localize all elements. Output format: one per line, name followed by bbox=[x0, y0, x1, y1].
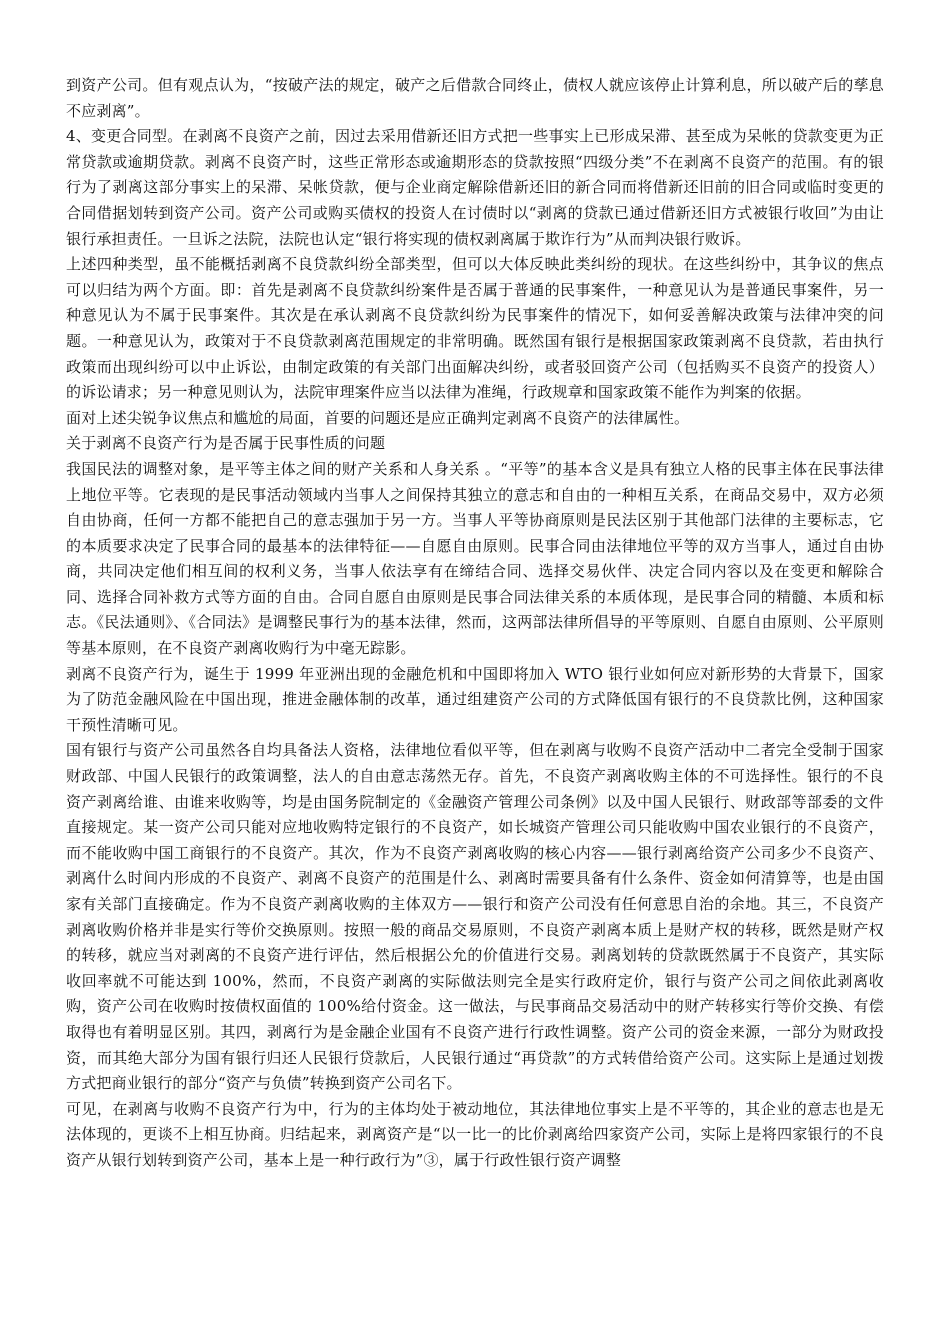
paragraph: 到资产公司。但有观点认为，“按破产法的规定，破产之后借款合同终止，债权人就应该停止计算利息，所以破产后的孳息不应剥离”。 bbox=[66, 76, 884, 120]
paragraph: 国有银行与资产公司虽然各自均具备法人资格，法律地位看似平等，但在剥离与收购不良资产活动中二者完全受制于国家财政部、中国人民银行的政策调整，法人的自由意志荡然无存。首先，不良资产剥离收购主体的不可选择性。银行的不良资产剥离给谁、由谁来收购等，均是由国务院制定的《金融资产管理公司条例》以及中国人民银行、财政部等部委的文件直接规定。某一资产公司只能对应地收购特定银行的不良资产，如长城资产管理公司只能收购中国农业银行的不良资产，而不能收购中国工商银行的不良资产。其次，作为不良资产剥离收购的核心内容——银行剥离给资产公司多少不良资产、剥离什么时间内形成的不良资产、剥离不良资产的范围是什么、剥离时需要具备有什么条件、资金如何清算等，也是由国家有关部门直接确定。作为不良资产剥离收购的主体双方——银行和资产公司没有任何意思自治的余地。其三，不良资产剥离收购价格并非是实行等价交换原则。按照一般的商品交易原则，不良资产剥离本质上是财产权的转移，既然是财产权的转移，就应当对剥离的不良资产进行评估，然后根据公允的价值进行交易。剥离划转的贷款既然属于不良资产，其实际收回率就不可能达到 100%，然而，不良资产剥离的实际做法则完全是实行政府定价，银行与资产公司之间依此剥离收购，资产公司在收购时按债权面值的 100%给付资金。这一做法，与民事商品交易活动中的财产转移实行等价交换、有偿取得也有着明显区别。其四，剥离行为是金融企业国有不良资产进行行政性调整。资产公司的资金来源，一部分为财政投资，而其绝大部分为国有银行归还人民银行贷款后，人民银行通过“再贷款”的方式转借给资产公司。这实际上是通过划拨方式把商业银行的部分“资产与负债”转换到资产公司名下。 bbox=[66, 741, 884, 1093]
paragraph: 可见，在剥离与收购不良资产行为中，行为的主体均处于被动地位，其法律地位事实上是不平等的，其企业的意志也是无法体现的，更谈不上相互协商。归结起来，剥离资产是“以一比一的比价剥离给四家资产公司，实际上是将四家银行的不良资产从银行划转到资产公司，基本上是一种行政行为”③，属于行政性银行资产调整 bbox=[66, 1099, 884, 1169]
document-body bbox=[66, 73, 884, 1174]
paragraph: 我国民法的调整对象，是平等主体之间的财产关系和人身关系 。“平等”的基本含义是具有独立人格的民事主体在民事法律上地位平等。它表现的是民事活动领域内当事人之间保持其独立的意志和自由的一种相互关系，在商品交易中，双方必须自由协商，任何一方都不能把自己的意志强加于另一方。当事人平等协商原则是民法区别于其他部门法律的主要标志，它的本质要求决定了民事合同的最基本的法律特征——自愿自由原则。民事合同由法律地位平等的双方当事人，通过自由协商，共同决定他们相互间的权利义务，当事人依法享有在缔结合同、选择交易伙伴、决定合同内容以及在变更和解除合同、选择合同补救方式等方面的自由。合同自愿自由原则是民事合同法律关系的本质体现，是民事合同的精髓、本质和标志。《民法通则》、《合同法》是调整民事行为的基本法律，然而，这两部法律所倡导的平等原则、自愿自由原则、公平原则等基本原则，在不良资产剥离收购行为中毫无踪影。 bbox=[66, 459, 884, 658]
paragraph: 剥离不良资产行为，诞生于 1999 年亚洲出现的金融危机和中国即将加入 WTO 银行业如何应对新形势的大背景下，国家为了防范金融风险在中国出现，推进金融体制的改革，通过组建资产公司的方式降低国有银行的不良贷款比例，这种国家干预性清晰可见。 bbox=[66, 664, 884, 734]
paragraph: 面对上述尖锐争议焦点和尴尬的局面，首要的问题还是应正确判定剥离不良资产的法律属性。 bbox=[66, 408, 690, 427]
paragraph: 4、变更合同型。在剥离不良资产之前，因过去采用借新还旧方式把一些事实上已形成呆滞、甚至成为呆帐的贷款变更为正常贷款或逾期贷款。剥离不良资产时，这些正常形态或逾期形态的贷款按照“四级分类”不在剥离不良资产的范围。有的银行为了剥离这部分事实上的呆滞、呆帐贷款，便与企业商定解除借新还旧的新合同而将借新还旧前的旧合同或临时变更的合同借据划转到资产公司。资产公司或购买债权的投资人在讨债时以“剥离的贷款已通过借新还旧方式被银行收回”为由让银行承担责任。一旦诉之法院，法院也认定“银行将实现的债权剥离属于欺诈行为”从而判决银行败诉。 bbox=[66, 127, 884, 248]
paragraph: 上述四种类型，虽不能概括剥离不良贷款纠纷全部类型，但可以大体反映此类纠纷的现状。在这些纠纷中，其争议的焦点可以归结为两个方面。即：首先是剥离不良贷款纠纷案件是否属于普通的民事案件，一种意见认为是普通民事案件，另一种意见认为不属于民事案件。其次是在承认剥离不良贷款纠纷为民事案件的情况下，如何妥善解决政策与法律冲突的问题。一种意见认为，政策对于不良贷款剥离范围规定的非常明确。既然国有银行是根据国家政策剥离不良贷款，若由执行政策而出现纠纷可以中止诉讼，由制定政策的有关部门出面解决纠纷，或者驳回资产公司（包括购买不良资产的投资人）的诉讼请求；另一种意见则认为，法院审理案件应当以法律为准绳，行政规章和国家政策不能作为判案的依据。 bbox=[66, 255, 884, 402]
section-heading: 关于剥离不良资产行为是否属于民事性质的问题 bbox=[66, 434, 386, 453]
